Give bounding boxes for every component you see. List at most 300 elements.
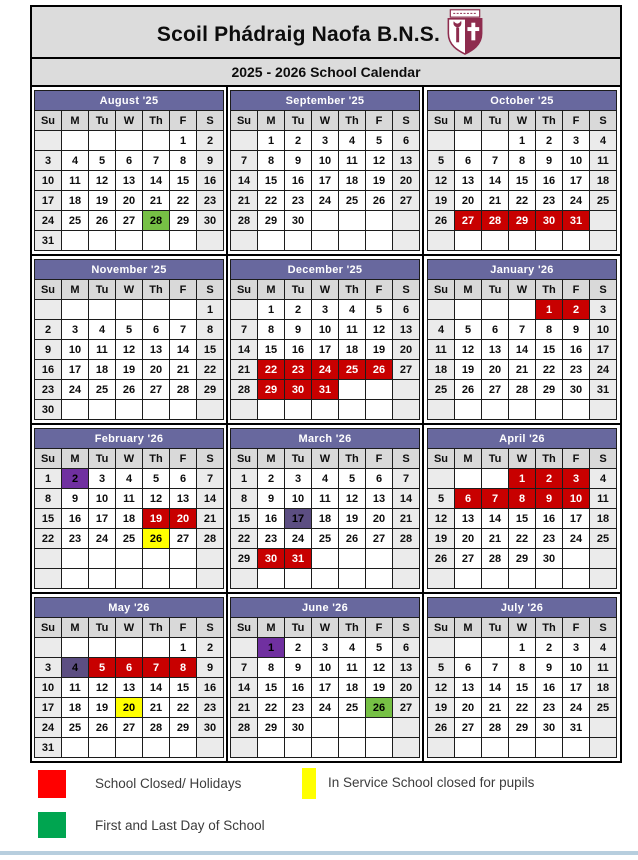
date-april-26-13: 13: [455, 509, 482, 529]
day-header-f: F: [170, 618, 197, 638]
date-january-26-16: 16: [563, 340, 590, 360]
empty-cell: [563, 549, 590, 569]
date-january-26-21: 21: [509, 360, 536, 380]
empty-cell: [455, 231, 482, 251]
empty-cell: [509, 231, 536, 251]
date-april-26-18: 18: [590, 509, 617, 529]
month-table-march-26: [230, 428, 420, 589]
date-april-26-10-red: 10: [563, 489, 590, 509]
date-march-26-20: 20: [366, 509, 393, 529]
date-december-25-6: 6: [393, 300, 420, 320]
day-header-s: S: [590, 449, 617, 469]
month-table-february-26: [34, 428, 224, 589]
date-june-26-11: 11: [339, 658, 366, 678]
date-june-26-29: 29: [258, 718, 285, 738]
date-january-26-10: 10: [590, 320, 617, 340]
empty-cell: [590, 211, 617, 231]
date-april-26-5: 5: [428, 489, 455, 509]
date-december-25-10: 10: [312, 320, 339, 340]
date-may-26-29: 29: [170, 718, 197, 738]
day-header-w: W: [509, 449, 536, 469]
date-october-25-1: 1: [509, 131, 536, 151]
month-title-january-26: January '26: [428, 260, 617, 280]
empty-cell: [231, 569, 258, 589]
date-december-25-13: 13: [393, 320, 420, 340]
empty-cell: [428, 738, 455, 758]
day-header-s: S: [197, 111, 224, 131]
legend: [0, 756, 638, 851]
day-header-m: M: [455, 618, 482, 638]
empty-cell: [590, 569, 617, 589]
empty-cell: [455, 638, 482, 658]
month-table-november-25: [34, 259, 224, 420]
date-october-25-19: 19: [428, 191, 455, 211]
empty-cell: [366, 400, 393, 420]
month-table-june-26: [230, 597, 420, 758]
date-december-25-23-red: 23: [285, 360, 312, 380]
empty-cell: [509, 300, 536, 320]
date-november-25-26: 26: [116, 380, 143, 400]
month-table-august-25: [34, 90, 224, 251]
date-may-26-12: 12: [89, 678, 116, 698]
date-september-25-18: 18: [339, 171, 366, 191]
date-february-26-22: 22: [35, 529, 62, 549]
date-february-26-17: 17: [89, 509, 116, 529]
date-october-25-6: 6: [455, 151, 482, 171]
date-november-25-15: 15: [197, 340, 224, 360]
date-november-25-8: 8: [197, 320, 224, 340]
empty-cell: [285, 400, 312, 420]
date-may-26-11: 11: [62, 678, 89, 698]
empty-cell: [143, 738, 170, 758]
month-september-25: [228, 87, 424, 256]
empty-cell: [285, 738, 312, 758]
date-june-26-22: 22: [258, 698, 285, 718]
day-header-th: Th: [143, 280, 170, 300]
day-header-tu: Tu: [89, 618, 116, 638]
date-march-26-16: 16: [258, 509, 285, 529]
legend-swatch-first-last-day: [38, 812, 66, 838]
date-april-26-27: 27: [455, 549, 482, 569]
date-march-26-11: 11: [312, 489, 339, 509]
date-january-26-15: 15: [536, 340, 563, 360]
date-february-26-15: 15: [35, 509, 62, 529]
month-march-26: [228, 425, 424, 594]
day-header-f: F: [170, 449, 197, 469]
date-may-26-1: 1: [170, 638, 197, 658]
day-header-f: F: [366, 449, 393, 469]
date-may-26-16: 16: [197, 678, 224, 698]
date-january-26-25: 25: [428, 380, 455, 400]
date-december-25-25-red: 25: [339, 360, 366, 380]
empty-cell: [116, 300, 143, 320]
date-january-26-22: 22: [536, 360, 563, 380]
day-header-m: M: [455, 449, 482, 469]
date-february-26-1: 1: [35, 469, 62, 489]
date-october-25-30-red: 30: [536, 211, 563, 231]
school-crest-icon: [445, 9, 485, 56]
date-january-26-12: 12: [455, 340, 482, 360]
empty-cell: [393, 231, 420, 251]
day-header-w: W: [312, 111, 339, 131]
month-table-october-25: [427, 90, 617, 251]
date-february-26-28: 28: [197, 529, 224, 549]
empty-cell: [339, 231, 366, 251]
date-january-26-17: 17: [590, 340, 617, 360]
date-september-25-22: 22: [258, 191, 285, 211]
date-june-26-2: 2: [285, 638, 312, 658]
date-november-25-10: 10: [62, 340, 89, 360]
date-august-25-19: 19: [89, 191, 116, 211]
day-header-tu: Tu: [482, 449, 509, 469]
empty-cell: [62, 231, 89, 251]
date-december-25-16: 16: [285, 340, 312, 360]
date-may-26-27: 27: [116, 718, 143, 738]
empty-cell: [455, 300, 482, 320]
day-header-th: Th: [339, 111, 366, 131]
date-march-26-29: 29: [231, 549, 258, 569]
month-july-26: [424, 594, 620, 761]
date-june-26-1-purple: 1: [258, 638, 285, 658]
date-june-26-26-green: 26: [366, 698, 393, 718]
month-june-26: [228, 594, 424, 761]
date-august-25-17: 17: [35, 191, 62, 211]
month-may-26: [32, 594, 228, 761]
date-september-25-29: 29: [258, 211, 285, 231]
day-header-su: Su: [231, 280, 258, 300]
empty-cell: [258, 231, 285, 251]
date-november-25-3: 3: [62, 320, 89, 340]
date-december-25-22-red: 22: [258, 360, 285, 380]
empty-cell: [393, 718, 420, 738]
date-april-26-20: 20: [455, 529, 482, 549]
date-may-26-9: 9: [197, 658, 224, 678]
month-november-25: [32, 256, 228, 425]
empty-cell: [482, 300, 509, 320]
day-header-m: M: [62, 618, 89, 638]
date-november-25-16: 16: [35, 360, 62, 380]
day-header-f: F: [170, 111, 197, 131]
month-title-october-25: October '25: [428, 91, 617, 111]
date-december-25-27: 27: [393, 360, 420, 380]
date-january-26-27: 27: [482, 380, 509, 400]
date-january-26-13: 13: [482, 340, 509, 360]
date-june-26-27: 27: [393, 698, 420, 718]
empty-cell: [393, 400, 420, 420]
day-header-s: S: [197, 618, 224, 638]
date-april-26-22: 22: [509, 529, 536, 549]
date-february-26-24: 24: [89, 529, 116, 549]
date-june-26-5: 5: [366, 638, 393, 658]
day-header-th: Th: [536, 618, 563, 638]
day-header-tu: Tu: [482, 280, 509, 300]
empty-cell: [170, 231, 197, 251]
date-may-26-8-red: 8: [170, 658, 197, 678]
date-february-26-26-yellow: 26: [143, 529, 170, 549]
day-header-m: M: [258, 111, 285, 131]
date-december-25-14: 14: [231, 340, 258, 360]
date-october-25-18: 18: [590, 171, 617, 191]
date-november-25-21: 21: [170, 360, 197, 380]
day-header-su: Su: [231, 111, 258, 131]
day-header-w: W: [116, 280, 143, 300]
date-july-26-26: 26: [428, 718, 455, 738]
date-may-26-25: 25: [62, 718, 89, 738]
date-june-26-8: 8: [258, 658, 285, 678]
date-march-26-26: 26: [339, 529, 366, 549]
empty-cell: [231, 231, 258, 251]
empty-cell: [89, 738, 116, 758]
day-header-s: S: [590, 111, 617, 131]
date-may-26-15: 15: [170, 678, 197, 698]
day-header-su: Su: [231, 618, 258, 638]
day-header-s: S: [393, 111, 420, 131]
date-september-25-26: 26: [366, 191, 393, 211]
date-august-25-9: 9: [197, 151, 224, 171]
date-june-26-23: 23: [285, 698, 312, 718]
date-december-25-2: 2: [285, 300, 312, 320]
empty-cell: [509, 738, 536, 758]
date-november-25-25: 25: [89, 380, 116, 400]
day-header-m: M: [258, 449, 285, 469]
date-december-25-4: 4: [339, 300, 366, 320]
empty-cell: [62, 400, 89, 420]
date-march-26-2: 2: [258, 469, 285, 489]
month-february-26: [32, 425, 228, 594]
day-header-th: Th: [143, 449, 170, 469]
date-march-26-9: 9: [258, 489, 285, 509]
empty-cell: [89, 569, 116, 589]
day-header-su: Su: [35, 618, 62, 638]
date-october-25-13: 13: [455, 171, 482, 191]
empty-cell: [482, 400, 509, 420]
empty-cell: [312, 738, 339, 758]
empty-cell: [482, 469, 509, 489]
date-may-26-13: 13: [116, 678, 143, 698]
date-december-25-30-red: 30: [285, 380, 312, 400]
date-november-25-19: 19: [116, 360, 143, 380]
date-july-26-18: 18: [590, 678, 617, 698]
month-table-january-26: [427, 259, 617, 420]
date-july-26-1: 1: [509, 638, 536, 658]
date-march-26-3: 3: [285, 469, 312, 489]
day-header-w: W: [509, 618, 536, 638]
month-title-november-25: November '25: [35, 260, 224, 280]
date-october-25-8: 8: [509, 151, 536, 171]
month-title-march-26: March '26: [231, 429, 420, 449]
day-header-m: M: [258, 280, 285, 300]
date-july-26-25: 25: [590, 698, 617, 718]
date-february-26-27: 27: [170, 529, 197, 549]
date-june-26-25: 25: [339, 698, 366, 718]
empty-cell: [455, 400, 482, 420]
day-header-th: Th: [143, 618, 170, 638]
day-header-w: W: [116, 449, 143, 469]
date-november-25-13: 13: [143, 340, 170, 360]
date-september-25-23: 23: [285, 191, 312, 211]
empty-cell: [366, 738, 393, 758]
day-header-w: W: [312, 618, 339, 638]
empty-cell: [536, 400, 563, 420]
empty-cell: [62, 738, 89, 758]
empty-cell: [197, 549, 224, 569]
date-july-26-20: 20: [455, 698, 482, 718]
date-december-25-1: 1: [258, 300, 285, 320]
date-december-25-29-red: 29: [258, 380, 285, 400]
day-header-tu: Tu: [285, 111, 312, 131]
date-april-26-2-red: 2: [536, 469, 563, 489]
date-march-26-6: 6: [366, 469, 393, 489]
date-september-25-28: 28: [231, 211, 258, 231]
date-june-26-19: 19: [366, 678, 393, 698]
date-january-26-5: 5: [455, 320, 482, 340]
date-may-26-23: 23: [197, 698, 224, 718]
header: [32, 7, 620, 59]
empty-cell: [366, 231, 393, 251]
date-july-26-28: 28: [482, 718, 509, 738]
date-september-25-27: 27: [393, 191, 420, 211]
date-september-25-21: 21: [231, 191, 258, 211]
date-february-26-20-red: 20: [170, 509, 197, 529]
day-header-s: S: [590, 280, 617, 300]
date-july-26-10: 10: [563, 658, 590, 678]
date-june-26-28: 28: [231, 718, 258, 738]
calendar-frame: [30, 5, 622, 763]
date-november-25-30: 30: [35, 400, 62, 420]
day-header-tu: Tu: [89, 449, 116, 469]
empty-cell: [455, 569, 482, 589]
date-june-26-4: 4: [339, 638, 366, 658]
empty-cell: [428, 569, 455, 589]
date-october-25-26: 26: [428, 211, 455, 231]
date-may-26-5-red: 5: [89, 658, 116, 678]
date-july-26-13: 13: [455, 678, 482, 698]
date-july-26-4: 4: [590, 638, 617, 658]
date-november-25-23: 23: [35, 380, 62, 400]
day-header-m: M: [62, 280, 89, 300]
date-february-26-21: 21: [197, 509, 224, 529]
date-august-25-16: 16: [197, 171, 224, 191]
empty-cell: [339, 569, 366, 589]
date-november-25-24: 24: [62, 380, 89, 400]
date-march-26-24: 24: [285, 529, 312, 549]
date-july-26-7: 7: [482, 658, 509, 678]
day-header-th: Th: [536, 280, 563, 300]
date-august-25-25: 25: [62, 211, 89, 231]
day-header-tu: Tu: [482, 111, 509, 131]
day-header-w: W: [509, 280, 536, 300]
empty-cell: [170, 569, 197, 589]
date-october-25-27-red: 27: [455, 211, 482, 231]
date-april-26-19: 19: [428, 529, 455, 549]
empty-cell: [366, 549, 393, 569]
empty-cell: [62, 131, 89, 151]
month-title-september-25: September '25: [231, 91, 420, 111]
empty-cell: [143, 231, 170, 251]
month-title-august-25: August '25: [35, 91, 224, 111]
date-december-25-31-red: 31: [312, 380, 339, 400]
day-header-f: F: [563, 449, 590, 469]
date-january-26-4: 4: [428, 320, 455, 340]
date-january-26-7: 7: [509, 320, 536, 340]
date-august-25-23: 23: [197, 191, 224, 211]
date-july-26-22: 22: [509, 698, 536, 718]
date-november-25-2: 2: [35, 320, 62, 340]
date-july-26-2: 2: [536, 638, 563, 658]
empty-cell: [312, 549, 339, 569]
date-december-25-7: 7: [231, 320, 258, 340]
date-may-26-18: 18: [62, 698, 89, 718]
date-july-26-31: 31: [563, 718, 590, 738]
date-june-26-18: 18: [339, 678, 366, 698]
date-july-26-23: 23: [536, 698, 563, 718]
date-january-26-28: 28: [509, 380, 536, 400]
empty-cell: [116, 638, 143, 658]
date-october-25-29-red: 29: [509, 211, 536, 231]
day-header-f: F: [563, 111, 590, 131]
month-table-may-26: [34, 597, 224, 758]
empty-cell: [590, 738, 617, 758]
date-august-25-12: 12: [89, 171, 116, 191]
date-may-26-28: 28: [143, 718, 170, 738]
date-november-25-28: 28: [170, 380, 197, 400]
day-header-m: M: [62, 449, 89, 469]
date-march-26-19: 19: [339, 509, 366, 529]
date-february-26-2-purple: 2: [62, 469, 89, 489]
empty-cell: [116, 569, 143, 589]
date-march-26-18: 18: [312, 509, 339, 529]
date-october-25-11: 11: [590, 151, 617, 171]
empty-cell: [231, 738, 258, 758]
date-december-25-8: 8: [258, 320, 285, 340]
empty-cell: [536, 231, 563, 251]
date-august-25-11: 11: [62, 171, 89, 191]
date-september-25-30: 30: [285, 211, 312, 231]
day-header-th: Th: [536, 449, 563, 469]
date-november-25-18: 18: [89, 360, 116, 380]
day-header-m: M: [455, 111, 482, 131]
date-november-25-11: 11: [89, 340, 116, 360]
month-october-25: [424, 87, 620, 256]
empty-cell: [563, 231, 590, 251]
date-june-26-21: 21: [231, 698, 258, 718]
date-november-25-5: 5: [116, 320, 143, 340]
day-header-tu: Tu: [89, 111, 116, 131]
date-september-25-6: 6: [393, 131, 420, 151]
date-october-25-3: 3: [563, 131, 590, 151]
empty-cell: [143, 300, 170, 320]
empty-cell: [170, 549, 197, 569]
date-march-26-13: 13: [366, 489, 393, 509]
date-june-26-14: 14: [231, 678, 258, 698]
date-november-25-29: 29: [197, 380, 224, 400]
empty-cell: [62, 569, 89, 589]
day-header-s: S: [590, 618, 617, 638]
empty-cell: [482, 638, 509, 658]
date-january-26-23: 23: [563, 360, 590, 380]
day-header-su: Su: [231, 449, 258, 469]
date-february-26-23: 23: [62, 529, 89, 549]
date-march-26-4: 4: [312, 469, 339, 489]
date-february-26-25: 25: [116, 529, 143, 549]
date-august-25-27: 27: [116, 211, 143, 231]
date-september-25-10: 10: [312, 151, 339, 171]
date-november-25-9: 9: [35, 340, 62, 360]
empty-cell: [89, 549, 116, 569]
empty-cell: [428, 400, 455, 420]
date-october-25-23: 23: [536, 191, 563, 211]
empty-cell: [89, 400, 116, 420]
